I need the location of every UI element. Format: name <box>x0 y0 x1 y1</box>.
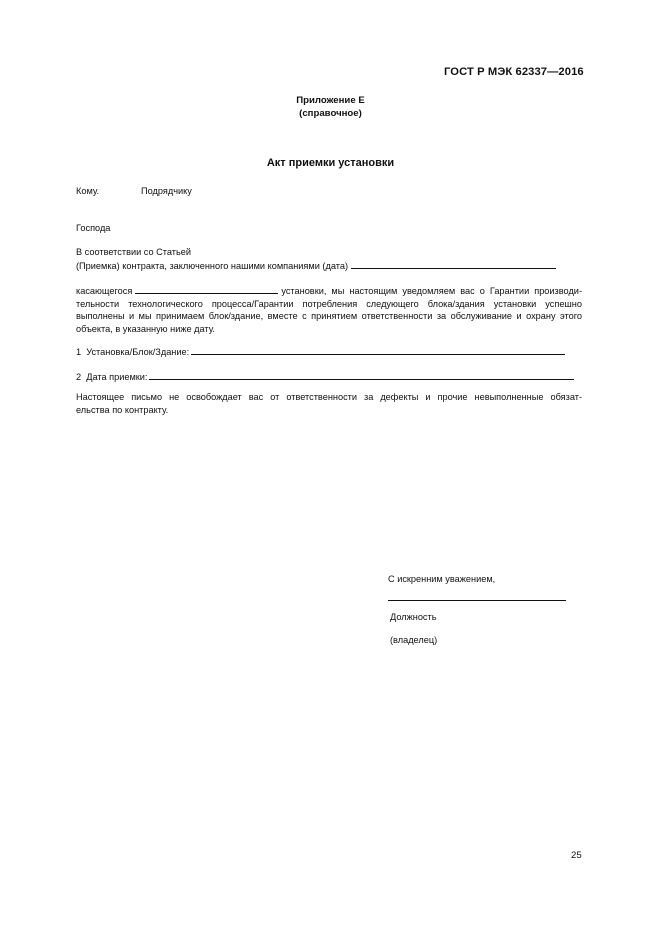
signatory-owner: (владелец) <box>390 635 438 645</box>
recipient-label: Кому. <box>76 186 100 196</box>
list-item <box>76 370 574 383</box>
paragraph2 <box>76 284 582 335</box>
annex-title: Приложение Е <box>296 95 365 106</box>
paragraph1-line2-text: (Приемка) контракта, заключенного нашими компаниями (дата) <box>76 261 349 271</box>
recipient-value: Подрядчику <box>141 186 192 196</box>
standard-designation: ГОСТ Р МЭК 62337—2016 <box>444 66 584 78</box>
item-label: Дата приемки: <box>86 372 148 382</box>
paragraph2-start: касающегося <box>76 286 133 296</box>
item-blank-line <box>191 345 565 355</box>
date-blank-line <box>351 259 556 269</box>
paragraph1-line2 <box>76 259 556 272</box>
signature-line <box>388 600 566 601</box>
paragraph2-line3: выполнены и мы принимаем блок/здание, вместе с принятием ответственности за обслуживание и охрану этого <box>76 311 582 321</box>
item-number: 2 <box>76 372 82 382</box>
paragraph2-line2: тельности технологического процесса/Гарантии потребления следующего блока/здания установки успешно <box>76 298 582 309</box>
closing-phrase: С искренним уважением, <box>388 574 496 584</box>
installation-blank-line <box>135 284 278 294</box>
page-number: 25 <box>571 850 582 861</box>
paragraph1-line1: В соответствии со Статьей <box>76 247 192 257</box>
paragraph3 <box>76 391 582 416</box>
document-title: Акт приемки установки <box>266 157 395 169</box>
paragraph2-line1 <box>76 284 582 298</box>
paragraph2-line4: объекта, в указанную ниже дату. <box>76 323 215 334</box>
paragraph2-line1-rest: установки, мы настоящим уведомляем вас о Гарантии производи- <box>281 286 582 296</box>
item-number: 1 <box>76 347 82 357</box>
paragraph3-line2: ельства по контракту. <box>76 404 169 415</box>
list-item <box>76 345 565 358</box>
salutation: Господа <box>76 223 111 233</box>
annex-kind: (справочное) <box>299 108 362 119</box>
item-label: Установка/Блок/Здание: <box>86 347 190 357</box>
paragraph3-line1: Настоящее письмо не освобождает вас от ответственности за дефекты и прочие невыполненные обязат- <box>76 392 582 402</box>
signatory-position: Должность <box>390 612 437 622</box>
item-blank-line <box>149 370 574 380</box>
